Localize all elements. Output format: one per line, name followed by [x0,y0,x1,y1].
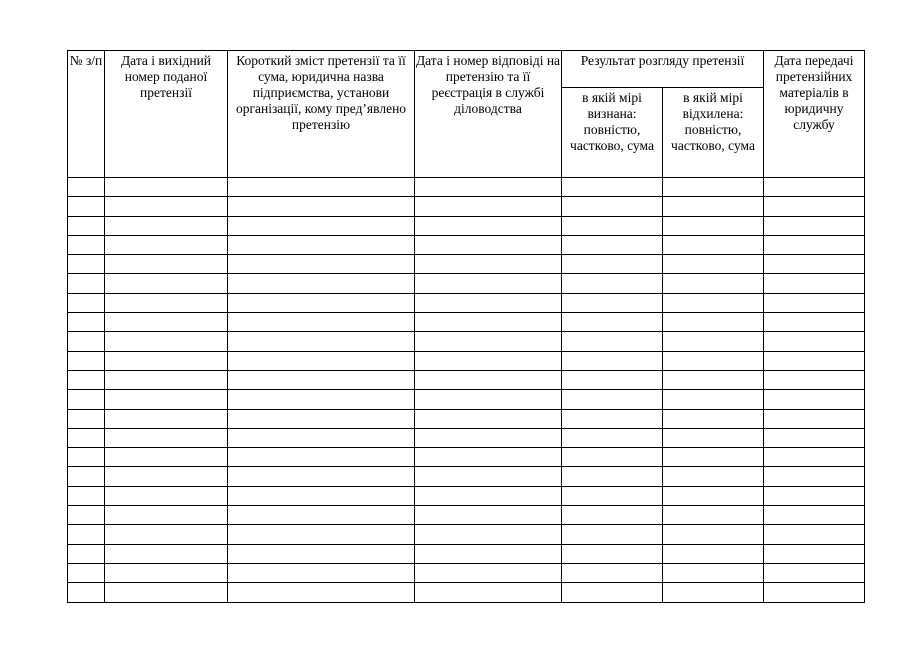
table-cell [764,428,865,447]
table-cell [415,255,562,274]
table-cell [228,313,415,332]
table-cell [228,235,415,254]
table-cell [663,370,764,389]
table-row [68,448,865,467]
table-row [68,583,865,602]
table-cell [562,293,663,312]
table-cell [663,563,764,582]
table-cell [228,178,415,197]
table-cell [764,448,865,467]
table-cell [562,313,663,332]
table-cell [105,178,228,197]
table-cell [663,467,764,486]
table-cell [68,332,105,351]
table-cell [562,235,663,254]
table-cell [68,235,105,254]
table-cell [764,313,865,332]
header-recognized-extent: в якій мірі визнана: повністю, частково, сума [562,88,663,178]
table-cell [68,583,105,602]
table-cell [663,197,764,216]
table-cell [562,216,663,235]
table-cell [415,486,562,505]
table-cell [415,313,562,332]
table-cell [663,235,764,254]
table-cell [415,197,562,216]
table-cell [68,467,105,486]
table-cell [105,486,228,505]
table-cell [764,293,865,312]
table-cell [68,178,105,197]
table-cell [562,525,663,544]
table-cell [562,563,663,582]
table-cell [105,506,228,525]
table-cell [68,448,105,467]
table-cell [562,486,663,505]
table-cell [228,428,415,447]
header-reply-date-number: Дата і номер відповіді на претензію та її реєстрація в службі діловодства [415,51,562,178]
table-cell [415,293,562,312]
table-row [68,313,865,332]
table-cell [105,409,228,428]
table-row [68,506,865,525]
table-cell [228,409,415,428]
table-cell [663,274,764,293]
table-cell [228,255,415,274]
table-row [68,525,865,544]
table-cell [764,178,865,197]
table-cell [562,448,663,467]
header-claim-date-outgoing-number: Дата і вихідний номер поданої претензії [105,51,228,178]
table-cell [415,351,562,370]
table-cell [228,390,415,409]
table-row [68,409,865,428]
table-cell [68,351,105,370]
table-cell [562,351,663,370]
table-cell [562,428,663,447]
table-cell [764,525,865,544]
table-cell [415,467,562,486]
table-row [68,544,865,563]
table-cell [68,486,105,505]
table-cell [105,467,228,486]
table-cell [415,506,562,525]
table-cell [68,390,105,409]
header-rejected-extent: в якій мірі відхилена: повністю, частково, сума [663,88,764,178]
table-cell [228,351,415,370]
header-review-result: Результат розгляду претензії [562,51,764,88]
table-cell [105,525,228,544]
table-row [68,370,865,389]
table-cell [663,506,764,525]
table-cell [663,313,764,332]
table-cell [764,216,865,235]
table-cell [415,544,562,563]
table-cell [764,506,865,525]
table-row [68,235,865,254]
table-cell [663,486,764,505]
table-row [68,351,865,370]
table-cell [663,544,764,563]
table-cell [415,390,562,409]
table-cell [562,506,663,525]
header-number: № з/п [68,51,105,178]
table-cell [663,332,764,351]
table-cell [764,197,865,216]
claims-register-table [67,50,865,603]
table-cell [663,255,764,274]
table-cell [68,216,105,235]
table-cell [764,332,865,351]
table-cell [68,370,105,389]
table-cell [105,216,228,235]
table-cell [663,390,764,409]
table-cell [562,178,663,197]
table-row [68,428,865,447]
table-cell [764,563,865,582]
table-cell [764,390,865,409]
table-cell [228,525,415,544]
table-cell [562,197,663,216]
table-cell [228,274,415,293]
table-cell [764,544,865,563]
table-cell [415,216,562,235]
table-cell [764,274,865,293]
table-cell [415,332,562,351]
table-cell [228,216,415,235]
table-row [68,197,865,216]
table-cell [764,486,865,505]
table-row [68,216,865,235]
table-cell [68,544,105,563]
table-cell [764,409,865,428]
table-cell [105,313,228,332]
header-transfer-date: Дата передачі претензійних матеріалів в юридичну службу [764,51,865,178]
table-cell [105,274,228,293]
table-cell [562,370,663,389]
table-body [68,178,865,603]
table-cell [663,216,764,235]
table-cell [68,409,105,428]
table-cell [68,563,105,582]
table-row [68,274,865,293]
table-row [68,467,865,486]
table-cell [562,332,663,351]
table-cell [415,448,562,467]
table-row [68,178,865,197]
table-cell [764,351,865,370]
table-cell [68,293,105,312]
table-cell [68,255,105,274]
table-header [68,51,865,178]
table-row [68,390,865,409]
table-cell [663,178,764,197]
table-cell [105,390,228,409]
table-cell [105,544,228,563]
table-cell [228,448,415,467]
table-cell [68,525,105,544]
table-cell [105,428,228,447]
table-row [68,255,865,274]
table-cell [415,563,562,582]
table-cell [415,370,562,389]
table-cell [105,583,228,602]
table-cell [415,583,562,602]
table-cell [68,197,105,216]
table-cell [228,197,415,216]
table-cell [415,274,562,293]
table-cell [228,370,415,389]
table-cell [663,351,764,370]
table-cell [105,448,228,467]
table-cell [228,583,415,602]
table-cell [562,544,663,563]
table-cell [415,178,562,197]
table-cell [562,255,663,274]
table-cell [105,332,228,351]
table-row [68,563,865,582]
table-cell [764,370,865,389]
table-cell [764,235,865,254]
table-cell [764,583,865,602]
table-cell [228,544,415,563]
table-cell [415,525,562,544]
table-cell [105,351,228,370]
table-row [68,486,865,505]
table-cell [562,390,663,409]
table-cell [228,467,415,486]
table-cell [415,409,562,428]
table-cell [228,486,415,505]
table-row [68,332,865,351]
table-cell [68,506,105,525]
table-cell [68,313,105,332]
table-cell [562,467,663,486]
table-cell [764,255,865,274]
table-cell [105,235,228,254]
table-cell [663,583,764,602]
table-cell [663,428,764,447]
table-cell [68,274,105,293]
table-cell [663,409,764,428]
table-cell [415,235,562,254]
table-cell [764,467,865,486]
table-cell [105,370,228,389]
table-cell [105,293,228,312]
table-cell [228,293,415,312]
table-cell [562,274,663,293]
table-cell [663,525,764,544]
table-cell [228,332,415,351]
table-cell [228,506,415,525]
table-cell [228,563,415,582]
table-cell [663,293,764,312]
table-cell [68,428,105,447]
table-row [68,293,865,312]
table-cell [105,197,228,216]
table-cell [562,409,663,428]
table-cell [663,448,764,467]
table-cell [105,255,228,274]
header-claim-summary: Короткий зміст претензії та її сума, юридична назва підприємства, установи організації, кому пред’явлено претензію [228,51,415,178]
table-cell [415,428,562,447]
table-cell [562,583,663,602]
table-cell [105,563,228,582]
